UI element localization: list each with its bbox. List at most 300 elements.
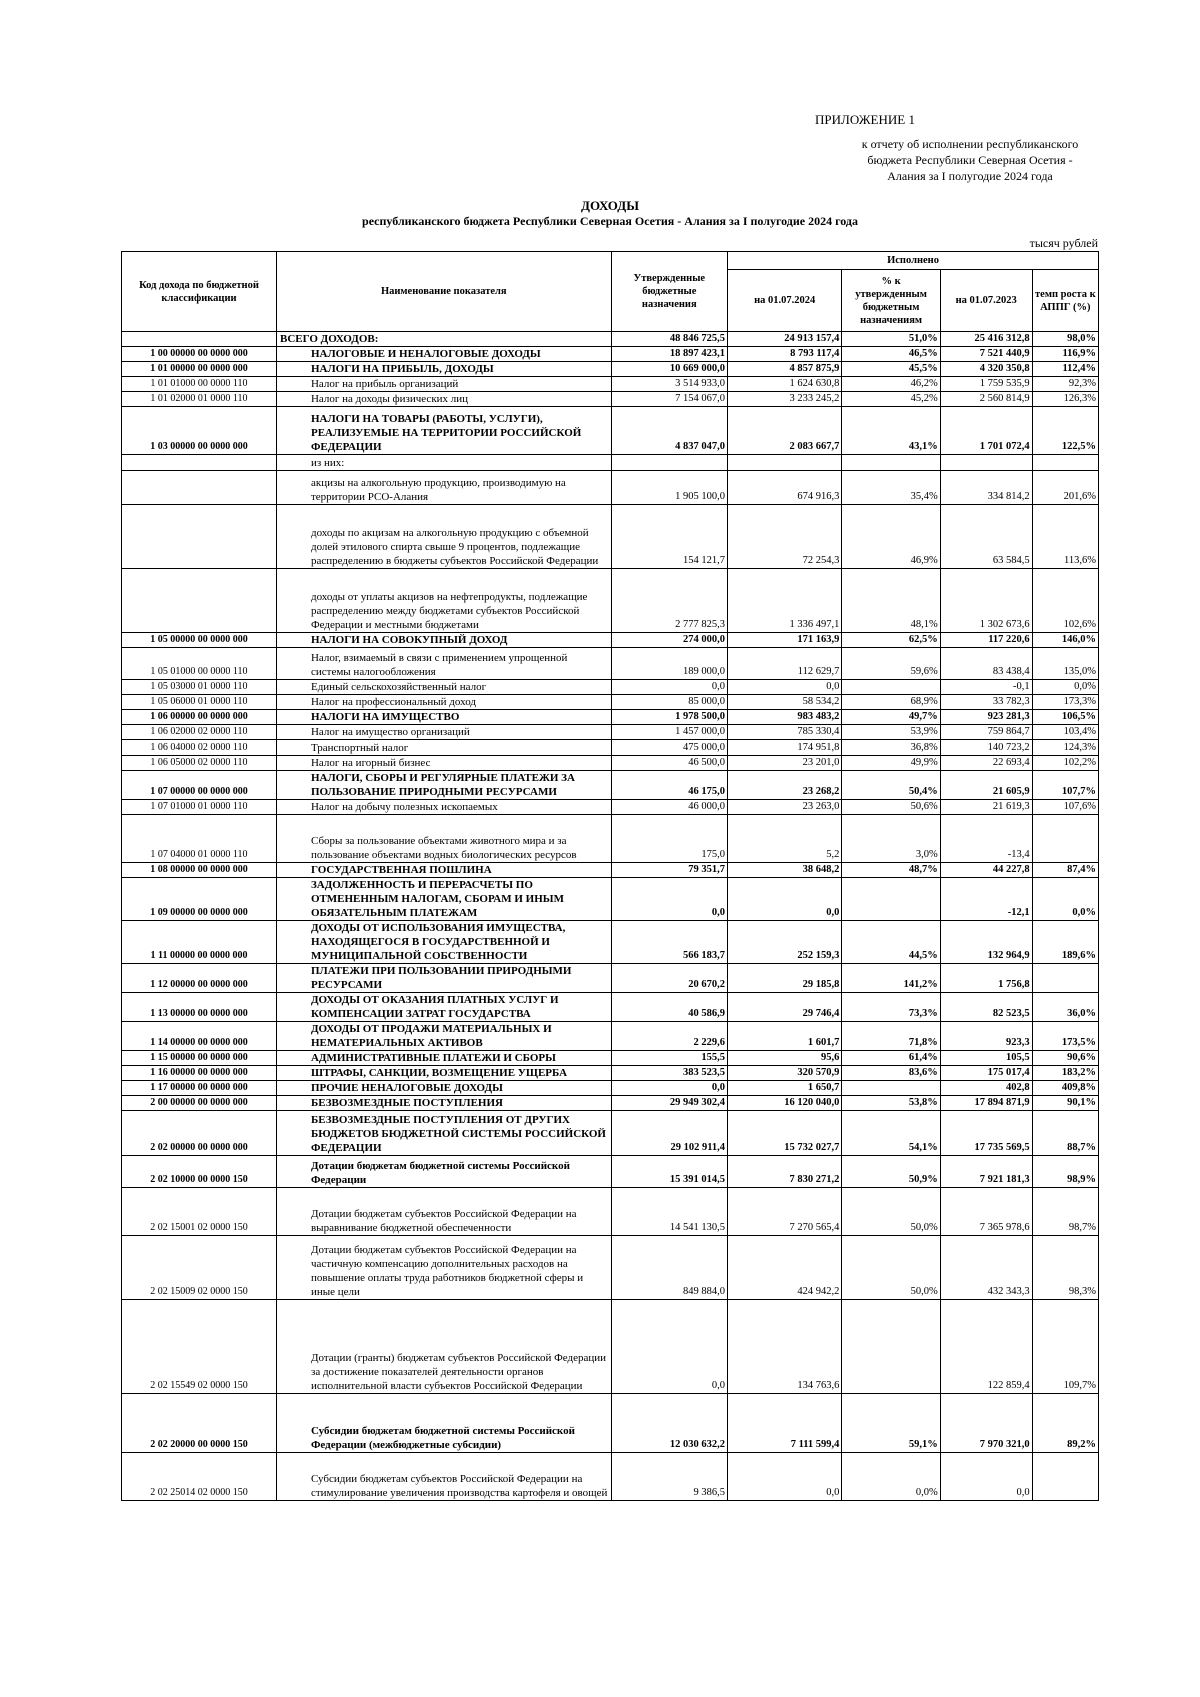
- header-exec-2024: на 01.07.2024: [728, 270, 842, 332]
- row-name: из них:: [276, 455, 611, 471]
- table-row: [122, 863, 1099, 878]
- row-name: ПРОЧИЕ НЕНАЛОГОВЫЕ ДОХОДЫ: [276, 1081, 611, 1096]
- row-exec-2024: 23 268,2: [728, 771, 842, 800]
- row-percent: 45,2%: [842, 392, 940, 407]
- row-approved: 40 586,9: [611, 993, 728, 1022]
- row-approved: 4 837 047,0: [611, 407, 728, 455]
- row-percent: 50,6%: [842, 800, 940, 815]
- row-exec-2024: 15 732 027,7: [728, 1111, 842, 1156]
- row-exec-2023: 17 894 871,9: [940, 1096, 1032, 1111]
- row-exec-2024: 983 483,2: [728, 710, 842, 725]
- row-growth: 183,2%: [1032, 1066, 1098, 1081]
- row-name: Налог, взимаемый в связи с применением упрощенной системы налогообложения: [276, 648, 611, 680]
- row-code: 2 00 00000 00 0000 000: [122, 1096, 277, 1111]
- row-percent: 43,1%: [842, 407, 940, 455]
- row-percent: 0,0%: [842, 1453, 940, 1501]
- row-exec-2024: 171 163,9: [728, 633, 842, 648]
- row-exec-2024: 8 793 117,4: [728, 347, 842, 362]
- row-growth: 201,6%: [1032, 471, 1098, 505]
- table-row: [122, 878, 1099, 921]
- row-growth: 122,5%: [1032, 407, 1098, 455]
- row-code: [122, 505, 277, 569]
- row-growth: [1032, 455, 1098, 471]
- row-name: Транспортный налог: [276, 740, 611, 756]
- row-code: 2 02 15009 02 0000 150: [122, 1236, 277, 1300]
- row-approved: 29 102 911,4: [611, 1111, 728, 1156]
- row-name: Субсидии бюджетам субъектов Российской Федерации на стимулирование увеличения производства картофеля и овощей: [276, 1453, 611, 1501]
- row-code: 1 06 02000 02 0000 110: [122, 725, 277, 740]
- row-exec-2024: 72 254,3: [728, 505, 842, 569]
- row-percent: 3,0%: [842, 815, 940, 863]
- row-code: 1 06 05000 02 0000 110: [122, 756, 277, 771]
- row-approved: 155,5: [611, 1051, 728, 1066]
- row-percent: [842, 680, 940, 695]
- row-growth: 124,3%: [1032, 740, 1098, 756]
- row-name: Налог на доходы физических лиц: [276, 392, 611, 407]
- row-approved: 12 030 632,2: [611, 1394, 728, 1453]
- table-row: [122, 1111, 1099, 1156]
- row-name: НАЛОГИ НА ТОВАРЫ (РАБОТЫ, УСЛУГИ), РЕАЛИЗУЕМЫЕ НА ТЕРРИТОРИИ РОССИЙСКОЙ ФЕДЕРАЦИИ: [276, 407, 611, 455]
- row-percent: 50,0%: [842, 1188, 940, 1236]
- row-approved: 46 000,0: [611, 800, 728, 815]
- row-growth: 90,1%: [1032, 1096, 1098, 1111]
- row-name: Дотации бюджетам субъектов Российской Федерации на выравнивание бюджетной обеспеченности: [276, 1188, 611, 1236]
- row-code: 1 03 00000 00 0000 000: [122, 407, 277, 455]
- row-growth: 98,9%: [1032, 1156, 1098, 1188]
- row-code: 2 02 25014 02 0000 150: [122, 1453, 277, 1501]
- table-row: [122, 921, 1099, 964]
- row-name: Налог на имущество организаций: [276, 725, 611, 740]
- row-approved: 46 500,0: [611, 756, 728, 771]
- row-name: АДМИНИСТРАТИВНЫЕ ПЛАТЕЖИ И СБОРЫ: [276, 1051, 611, 1066]
- row-percent: 46,9%: [842, 505, 940, 569]
- row-percent: 83,6%: [842, 1066, 940, 1081]
- row-growth: 107,6%: [1032, 800, 1098, 815]
- row-exec-2023: 25 416 312,8: [940, 332, 1032, 347]
- row-name: Дотации бюджетам бюджетной системы Российской Федерации: [276, 1156, 611, 1188]
- row-name: ДОХОДЫ ОТ ИСПОЛЬЗОВАНИЯ ИМУЩЕСТВА, НАХОДЯЩЕГОСЯ В ГОСУДАРСТВЕННОЙ И МУНИЦИПАЛЬНОЙ СОБСТВЕННОСТИ: [276, 921, 611, 964]
- row-approved: 1 905 100,0: [611, 471, 728, 505]
- row-percent: 36,8%: [842, 740, 940, 756]
- table-row: [122, 471, 1099, 505]
- row-code: 1 11 00000 00 0000 000: [122, 921, 277, 964]
- row-name: ДОХОДЫ ОТ ОКАЗАНИЯ ПЛАТНЫХ УСЛУГ И КОМПЕНСАЦИИ ЗАТРАТ ГОСУДАРСТВА: [276, 993, 611, 1022]
- row-name: Налог на профессиональный доход: [276, 695, 611, 710]
- row-code: 1 06 04000 02 0000 110: [122, 740, 277, 756]
- row-name: Единый сельскохозяйственный налог: [276, 680, 611, 695]
- table-row: [122, 1300, 1099, 1394]
- row-percent: 53,8%: [842, 1096, 940, 1111]
- row-percent: 50,9%: [842, 1156, 940, 1188]
- row-percent: 45,5%: [842, 362, 940, 377]
- header-growth: темп роста к АППГ (%): [1032, 270, 1098, 332]
- row-exec-2023: 2 560 814,9: [940, 392, 1032, 407]
- row-exec-2024: 23 201,0: [728, 756, 842, 771]
- row-code: 2 02 15549 02 0000 150: [122, 1300, 277, 1394]
- table-row: [122, 1188, 1099, 1236]
- row-approved: 0,0: [611, 680, 728, 695]
- table-row: [122, 362, 1099, 377]
- row-percent: 48,1%: [842, 569, 940, 633]
- row-approved: 2 777 825,3: [611, 569, 728, 633]
- table-row: [122, 392, 1099, 407]
- row-exec-2023: 7 365 978,6: [940, 1188, 1032, 1236]
- row-exec-2023: -0,1: [940, 680, 1032, 695]
- row-name: ШТРАФЫ, САНКЦИИ, ВОЗМЕЩЕНИЕ УЩЕРБА: [276, 1066, 611, 1081]
- table-row: [122, 633, 1099, 648]
- units-label: тысяч рублей: [1029, 236, 1098, 250]
- row-exec-2024: 0,0: [728, 1453, 842, 1501]
- row-name: Дотации бюджетам субъектов Российской Федерации на частичную компенсацию дополнительных расходов на повышение оплаты труда работников бюджетной сферы и иные цели: [276, 1236, 611, 1300]
- row-code: [122, 471, 277, 505]
- table-row: [122, 407, 1099, 455]
- row-name: доходы от уплаты акцизов на нефтепродукты, подлежащие распределению между бюджетами субъектов Российской Федерации и местными бюджетами: [276, 569, 611, 633]
- row-percent: 48,7%: [842, 863, 940, 878]
- row-exec-2023: 33 782,3: [940, 695, 1032, 710]
- row-percent: 54,1%: [842, 1111, 940, 1156]
- report-reference-line: к отчету об исполнении республиканского: [861, 137, 1079, 151]
- row-exec-2024: 29 185,8: [728, 964, 842, 993]
- row-growth: 106,5%: [1032, 710, 1098, 725]
- row-exec-2023: 0,0: [940, 1453, 1032, 1501]
- row-percent: 61,4%: [842, 1051, 940, 1066]
- row-code: [122, 455, 277, 471]
- table-row: [122, 695, 1099, 710]
- table-row: [122, 1081, 1099, 1096]
- row-code: 1 01 02000 01 0000 110: [122, 392, 277, 407]
- row-exec-2024: 134 763,6: [728, 1300, 842, 1394]
- row-name: НАЛОГИ НА ИМУЩЕСТВО: [276, 710, 611, 725]
- row-growth: [1032, 964, 1098, 993]
- row-name: ДОХОДЫ ОТ ПРОДАЖИ МАТЕРИАЛЬНЫХ И НЕМАТЕРИАЛЬНЫХ АКТИВОВ: [276, 1022, 611, 1051]
- revenue-table: [121, 251, 1099, 1501]
- table-row: [122, 771, 1099, 800]
- header-code: Код дохода по бюджетной классификации: [122, 252, 277, 332]
- row-percent: [842, 455, 940, 471]
- row-percent: 46,5%: [842, 347, 940, 362]
- row-growth: 0,0%: [1032, 680, 1098, 695]
- table-row: [122, 1096, 1099, 1111]
- row-approved: 0,0: [611, 1300, 728, 1394]
- table-row: [122, 648, 1099, 680]
- table-row: [122, 332, 1099, 347]
- row-growth: 107,7%: [1032, 771, 1098, 800]
- row-exec-2023: 44 227,8: [940, 863, 1032, 878]
- row-growth: 36,0%: [1032, 993, 1098, 1022]
- row-growth: 173,3%: [1032, 695, 1098, 710]
- row-name: НАЛОГИ НА СОВОКУПНЫЙ ДОХОД: [276, 633, 611, 648]
- row-code: [122, 569, 277, 633]
- row-exec-2024: 112 629,7: [728, 648, 842, 680]
- row-percent: [842, 878, 940, 921]
- row-name: Налог на игорный бизнес: [276, 756, 611, 771]
- row-exec-2023: 122 859,4: [940, 1300, 1032, 1394]
- row-exec-2024: 7 270 565,4: [728, 1188, 842, 1236]
- row-growth: 90,6%: [1032, 1051, 1098, 1066]
- row-percent: 46,2%: [842, 377, 940, 392]
- report-reference: [820, 136, 1120, 184]
- row-approved: 20 670,2: [611, 964, 728, 993]
- row-approved: 46 175,0: [611, 771, 728, 800]
- row-name: доходы по акцизам на алкогольную продукцию с объемной долей этилового спирта свыше 9 процентов, подлежащие распределению в бюджеты субъектов Российской Федерации: [276, 505, 611, 569]
- row-exec-2023: 759 864,7: [940, 725, 1032, 740]
- table-row: [122, 1051, 1099, 1066]
- row-name: Налог на добычу полезных ископаемых: [276, 800, 611, 815]
- row-approved: [611, 455, 728, 471]
- table-row: [122, 1022, 1099, 1051]
- row-growth: 88,7%: [1032, 1111, 1098, 1156]
- row-approved: 475 000,0: [611, 740, 728, 756]
- row-growth: 87,4%: [1032, 863, 1098, 878]
- row-approved: 79 351,7: [611, 863, 728, 878]
- row-code: 1 05 00000 00 0000 000: [122, 633, 277, 648]
- row-growth: 89,2%: [1032, 1394, 1098, 1453]
- row-exec-2024: 3 233 245,2: [728, 392, 842, 407]
- row-growth: 113,6%: [1032, 505, 1098, 569]
- row-exec-2024: 95,6: [728, 1051, 842, 1066]
- row-percent: 50,0%: [842, 1236, 940, 1300]
- row-exec-2024: 0,0: [728, 878, 842, 921]
- row-exec-2024: 174 951,8: [728, 740, 842, 756]
- row-code: 1 05 01000 00 0000 110: [122, 648, 277, 680]
- document-title: ДОХОДЫ: [581, 198, 639, 213]
- row-exec-2023: 923,3: [940, 1022, 1032, 1051]
- row-exec-2024: 674 916,3: [728, 471, 842, 505]
- row-approved: 18 897 423,1: [611, 347, 728, 362]
- row-growth: [1032, 1453, 1098, 1501]
- row-code: 1 14 00000 00 0000 000: [122, 1022, 277, 1051]
- row-approved: 9 386,5: [611, 1453, 728, 1501]
- row-growth: 98,7%: [1032, 1188, 1098, 1236]
- row-percent: [842, 1300, 940, 1394]
- row-exec-2023: -13,4: [940, 815, 1032, 863]
- table-row: [122, 455, 1099, 471]
- row-name: Сборы за пользование объектами животного мира и за пользование объектами водных биологических ресурсов: [276, 815, 611, 863]
- row-percent: 141,2%: [842, 964, 940, 993]
- row-exec-2023: 22 693,4: [940, 756, 1032, 771]
- row-exec-2024: 23 263,0: [728, 800, 842, 815]
- row-approved: 7 154 067,0: [611, 392, 728, 407]
- row-growth: 98,0%: [1032, 332, 1098, 347]
- row-approved: 10 669 000,0: [611, 362, 728, 377]
- row-percent: 50,4%: [842, 771, 940, 800]
- row-exec-2023: [940, 455, 1032, 471]
- table-row: [122, 569, 1099, 633]
- row-exec-2023: 1 756,8: [940, 964, 1032, 993]
- row-exec-2024: 785 330,4: [728, 725, 842, 740]
- row-exec-2023: 175 017,4: [940, 1066, 1032, 1081]
- row-percent: 59,6%: [842, 648, 940, 680]
- row-percent: 35,4%: [842, 471, 940, 505]
- row-code: 1 12 00000 00 0000 000: [122, 964, 277, 993]
- row-code: [122, 332, 277, 347]
- row-name: акцизы на алкогольную продукцию, производимую на территории РСО-Алания: [276, 471, 611, 505]
- row-percent: 44,5%: [842, 921, 940, 964]
- row-growth: 116,9%: [1032, 347, 1098, 362]
- row-exec-2024: 38 648,2: [728, 863, 842, 878]
- row-name: Дотации (гранты) бюджетам субъектов Российской Федерации за достижение показателей деятельности органов исполнительной власти субъектов Российской Федерации: [276, 1300, 611, 1394]
- row-exec-2024: 424 942,2: [728, 1236, 842, 1300]
- row-code: 1 00 00000 00 0000 000: [122, 347, 277, 362]
- row-code: 1 01 00000 00 0000 000: [122, 362, 277, 377]
- row-exec-2023: 63 584,5: [940, 505, 1032, 569]
- row-approved: 1 978 500,0: [611, 710, 728, 725]
- table-row: [122, 1066, 1099, 1081]
- row-exec-2023: 1 759 535,9: [940, 377, 1032, 392]
- row-percent: 68,9%: [842, 695, 940, 710]
- row-name: ЗАДОЛЖЕННОСТЬ И ПЕРЕРАСЧЕТЫ ПО ОТМЕНЕННЫМ НАЛОГАМ, СБОРАМ И ИНЫМ ОБЯЗАТЕЛЬНЫМ ПЛАТЕЖАМ: [276, 878, 611, 921]
- header-name: Наименование показателя: [276, 252, 611, 332]
- row-approved: 274 000,0: [611, 633, 728, 648]
- row-exec-2023: 21 619,3: [940, 800, 1032, 815]
- row-code: 1 05 03000 01 0000 110: [122, 680, 277, 695]
- row-growth: 146,0%: [1032, 633, 1098, 648]
- row-percent: 49,9%: [842, 756, 940, 771]
- row-code: 2 02 00000 00 0000 000: [122, 1111, 277, 1156]
- row-name: Налог на прибыль организаций: [276, 377, 611, 392]
- row-code: 1 09 00000 00 0000 000: [122, 878, 277, 921]
- row-code: 1 06 00000 00 0000 000: [122, 710, 277, 725]
- table-row: [122, 1236, 1099, 1300]
- row-code: 1 05 06000 01 0000 110: [122, 695, 277, 710]
- row-name: НАЛОГОВЫЕ И НЕНАЛОГОВЫЕ ДОХОДЫ: [276, 347, 611, 362]
- header-exec-2023: на 01.07.2023: [940, 270, 1032, 332]
- row-growth: 102,6%: [1032, 569, 1098, 633]
- row-growth: 103,4%: [1032, 725, 1098, 740]
- row-exec-2024: 1 336 497,1: [728, 569, 842, 633]
- row-exec-2024: 0,0: [728, 680, 842, 695]
- row-name: ПЛАТЕЖИ ПРИ ПОЛЬЗОВАНИИ ПРИРОДНЫМИ РЕСУРСАМИ: [276, 964, 611, 993]
- table-row: [122, 815, 1099, 863]
- row-code: 2 02 20000 00 0000 150: [122, 1394, 277, 1453]
- row-name: НАЛОГИ, СБОРЫ И РЕГУЛЯРНЫЕ ПЛАТЕЖИ ЗА ПОЛЬЗОВАНИЕ ПРИРОДНЫМИ РЕСУРСАМИ: [276, 771, 611, 800]
- row-approved: 14 541 130,5: [611, 1188, 728, 1236]
- row-exec-2024: 1 650,7: [728, 1081, 842, 1096]
- row-approved: 383 523,5: [611, 1066, 728, 1081]
- row-exec-2024: 16 120 040,0: [728, 1096, 842, 1111]
- table-row: [122, 347, 1099, 362]
- row-code: 1 16 00000 00 0000 000: [122, 1066, 277, 1081]
- row-approved: 1 457 000,0: [611, 725, 728, 740]
- row-code: 1 15 00000 00 0000 000: [122, 1051, 277, 1066]
- row-exec-2023: 117 220,6: [940, 633, 1032, 648]
- row-exec-2024: 29 746,4: [728, 993, 842, 1022]
- row-exec-2024: 4 857 875,9: [728, 362, 842, 377]
- row-approved: 849 884,0: [611, 1236, 728, 1300]
- row-exec-2023: 7 921 181,3: [940, 1156, 1032, 1188]
- header-executed: Исполнено: [728, 252, 1099, 270]
- row-growth: 109,7%: [1032, 1300, 1098, 1394]
- row-exec-2023: 83 438,4: [940, 648, 1032, 680]
- row-code: 2 02 15001 02 0000 150: [122, 1188, 277, 1236]
- row-name: БЕЗВОЗМЕЗДНЫЕ ПОСТУПЛЕНИЯ: [276, 1096, 611, 1111]
- report-reference-line: Алания за I полугодие 2024 года: [887, 169, 1053, 183]
- row-exec-2024: 58 534,2: [728, 695, 842, 710]
- row-approved: 15 391 014,5: [611, 1156, 728, 1188]
- row-exec-2024: 1 624 630,8: [728, 377, 842, 392]
- row-code: 1 07 04000 01 0000 110: [122, 815, 277, 863]
- row-approved: 48 846 725,5: [611, 332, 728, 347]
- row-approved: 2 229,6: [611, 1022, 728, 1051]
- row-growth: 98,3%: [1032, 1236, 1098, 1300]
- row-exec-2023: 82 523,5: [940, 993, 1032, 1022]
- row-approved: 189 000,0: [611, 648, 728, 680]
- row-growth: 126,3%: [1032, 392, 1098, 407]
- table-row: [122, 505, 1099, 569]
- row-exec-2023: 432 343,3: [940, 1236, 1032, 1300]
- row-growth: [1032, 815, 1098, 863]
- row-exec-2024: [728, 455, 842, 471]
- row-approved: 0,0: [611, 1081, 728, 1096]
- table-row: [122, 993, 1099, 1022]
- row-code: 1 07 01000 01 0000 110: [122, 800, 277, 815]
- row-exec-2023: 105,5: [940, 1051, 1032, 1066]
- row-growth: 189,6%: [1032, 921, 1098, 964]
- row-name: НАЛОГИ НА ПРИБЫЛЬ, ДОХОДЫ: [276, 362, 611, 377]
- row-exec-2023: 140 723,2: [940, 740, 1032, 756]
- row-exec-2024: 7 111 599,4: [728, 1394, 842, 1453]
- row-exec-2023: 1 701 072,4: [940, 407, 1032, 455]
- table-row: [122, 1453, 1099, 1501]
- row-growth: 173,5%: [1032, 1022, 1098, 1051]
- appendix-label: ПРИЛОЖЕНИЕ 1: [815, 112, 915, 127]
- row-exec-2024: 252 159,3: [728, 921, 842, 964]
- table-row: [122, 710, 1099, 725]
- table-row: [122, 725, 1099, 740]
- row-percent: 73,3%: [842, 993, 940, 1022]
- row-growth: 102,2%: [1032, 756, 1098, 771]
- row-code: 2 02 10000 00 0000 150: [122, 1156, 277, 1188]
- table-row: [122, 964, 1099, 993]
- row-exec-2023: 923 281,3: [940, 710, 1032, 725]
- table-row: [122, 740, 1099, 756]
- row-exec-2023: 132 964,9: [940, 921, 1032, 964]
- row-growth: 135,0%: [1032, 648, 1098, 680]
- row-percent: 62,5%: [842, 633, 940, 648]
- row-percent: 49,7%: [842, 710, 940, 725]
- row-exec-2024: 7 830 271,2: [728, 1156, 842, 1188]
- row-percent: 59,1%: [842, 1394, 940, 1453]
- row-exec-2024: 320 570,9: [728, 1066, 842, 1081]
- row-exec-2024: 2 083 667,7: [728, 407, 842, 455]
- table-body: [122, 332, 1099, 1501]
- row-code: 1 01 01000 00 0000 110: [122, 377, 277, 392]
- row-exec-2024: 1 601,7: [728, 1022, 842, 1051]
- header-percent: % к утвержденным бюджетным назначениям: [842, 270, 940, 332]
- row-approved: 29 949 302,4: [611, 1096, 728, 1111]
- row-exec-2023: 7 970 321,0: [940, 1394, 1032, 1453]
- row-exec-2023: 334 814,2: [940, 471, 1032, 505]
- table-row: [122, 800, 1099, 815]
- row-growth: 112,4%: [1032, 362, 1098, 377]
- row-growth: 92,3%: [1032, 377, 1098, 392]
- row-exec-2024: 5,2: [728, 815, 842, 863]
- row-approved: 3 514 933,0: [611, 377, 728, 392]
- row-exec-2023: 402,8: [940, 1081, 1032, 1096]
- row-exec-2023: 7 521 440,9: [940, 347, 1032, 362]
- row-approved: 154 121,7: [611, 505, 728, 569]
- table-row: [122, 377, 1099, 392]
- row-percent: 71,8%: [842, 1022, 940, 1051]
- row-code: 1 07 00000 00 0000 000: [122, 771, 277, 800]
- row-name: БЕЗВОЗМЕЗДНЫЕ ПОСТУПЛЕНИЯ ОТ ДРУГИХ БЮДЖЕТОВ БЮДЖЕТНОЙ СИСТЕМЫ РОССИЙСКОЙ ФЕДЕРАЦИИ: [276, 1111, 611, 1156]
- table-row: [122, 756, 1099, 771]
- row-exec-2023: 4 320 350,8: [940, 362, 1032, 377]
- row-name: ГОСУДАРСТВЕННАЯ ПОШЛИНА: [276, 863, 611, 878]
- row-growth: 0,0%: [1032, 878, 1098, 921]
- row-code: 1 08 00000 00 0000 000: [122, 863, 277, 878]
- row-approved: 85 000,0: [611, 695, 728, 710]
